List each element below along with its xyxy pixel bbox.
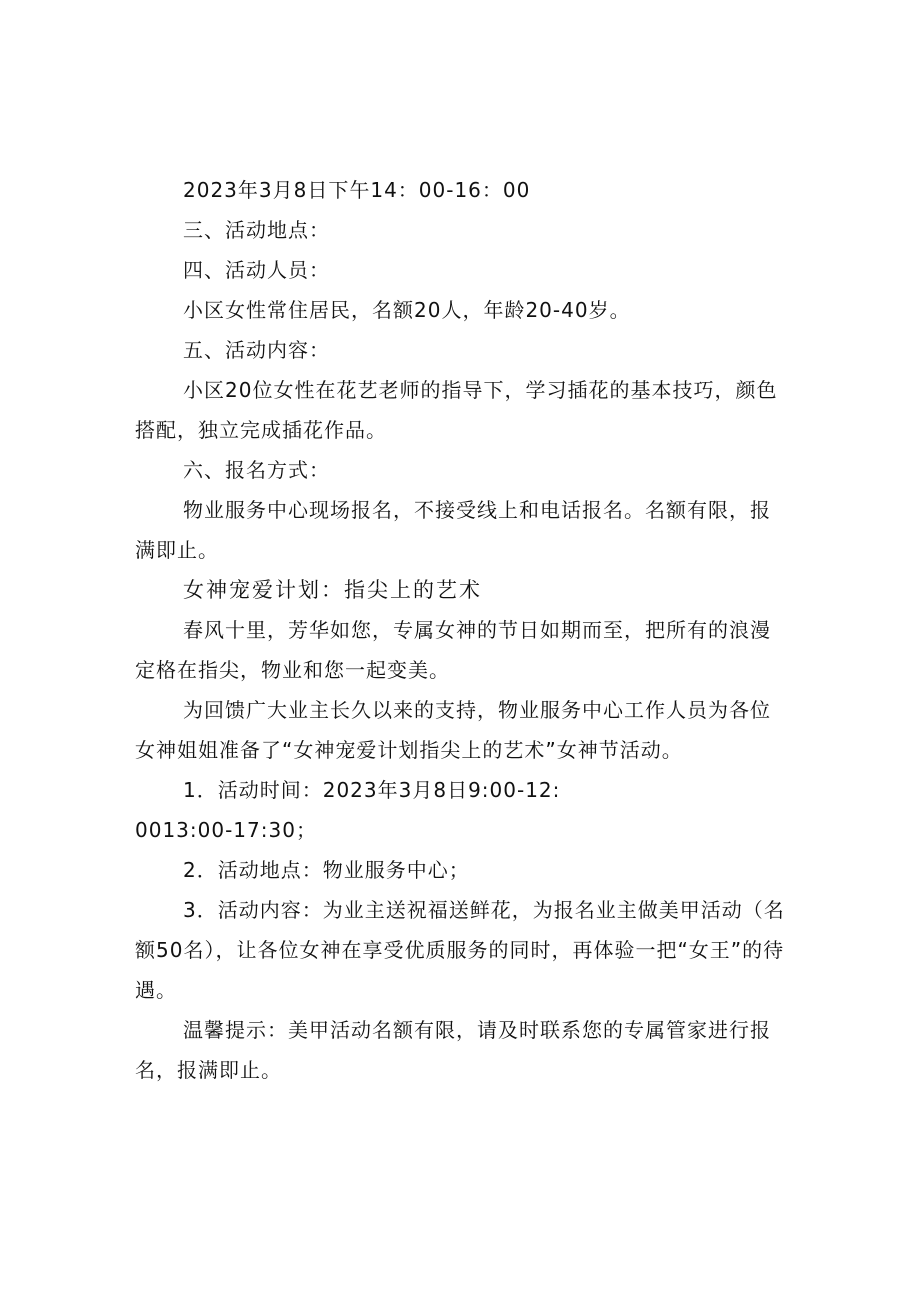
activity-time-value: 2023年3月8日下午14：00-16：00 bbox=[183, 178, 531, 202]
item3-content: 3．活动内容：为业主送祝福送鲜花，为报名业主做美甲活动（名额50名），让各位女神在享受优质服务的同时，再体验一把“女王”的待遇。 bbox=[135, 898, 785, 1002]
event-title: 女神宠爱计划：指尖上的艺术 bbox=[183, 578, 482, 602]
item1-time-line2: 0013:00-17:30； bbox=[135, 818, 317, 842]
reminder-tip: 温馨提示：美甲活动名额有限，请及时联系您的专属管家进行报名，报满即止。 bbox=[135, 1018, 771, 1082]
section-heading-signup: 六、报名方式： bbox=[183, 458, 330, 482]
participants-text: 小区女性常住居民，名额20人，年龄20-40岁。 bbox=[183, 298, 631, 322]
item1-time-line1: 1．活动时间：2023年3月8日9:00-12: bbox=[183, 778, 561, 802]
content-paragraph: 小区20位女性在花艺老师的指导下，学习插花的基本技巧，颜色搭配，独立完成插花作品。 bbox=[135, 378, 778, 442]
section-heading-content: 五、活动内容： bbox=[183, 338, 330, 362]
section-heading-location: 三、活动地点： bbox=[183, 218, 330, 242]
thanks-paragraph: 为回馈广大业主长久以来的支持，物业服务中心工作人员为各位女神姐姐准备了“女神宠爱计划指尖上的艺术”女神节活动。 bbox=[135, 698, 771, 762]
section-heading-participants: 四、活动人员： bbox=[183, 258, 330, 282]
signup-paragraph: 物业服务中心现场报名，不接受线上和电话报名。名额有限，报满即止。 bbox=[135, 498, 771, 562]
intro-paragraph: 春风十里，芳华如您，专属女神的节日如期而至，把所有的浪漫定格在指尖，物业和您一起变美。 bbox=[135, 618, 771, 682]
item2-location: 2．活动地点：物业服务中心； bbox=[183, 858, 470, 882]
document-body bbox=[135, 170, 785, 1090]
